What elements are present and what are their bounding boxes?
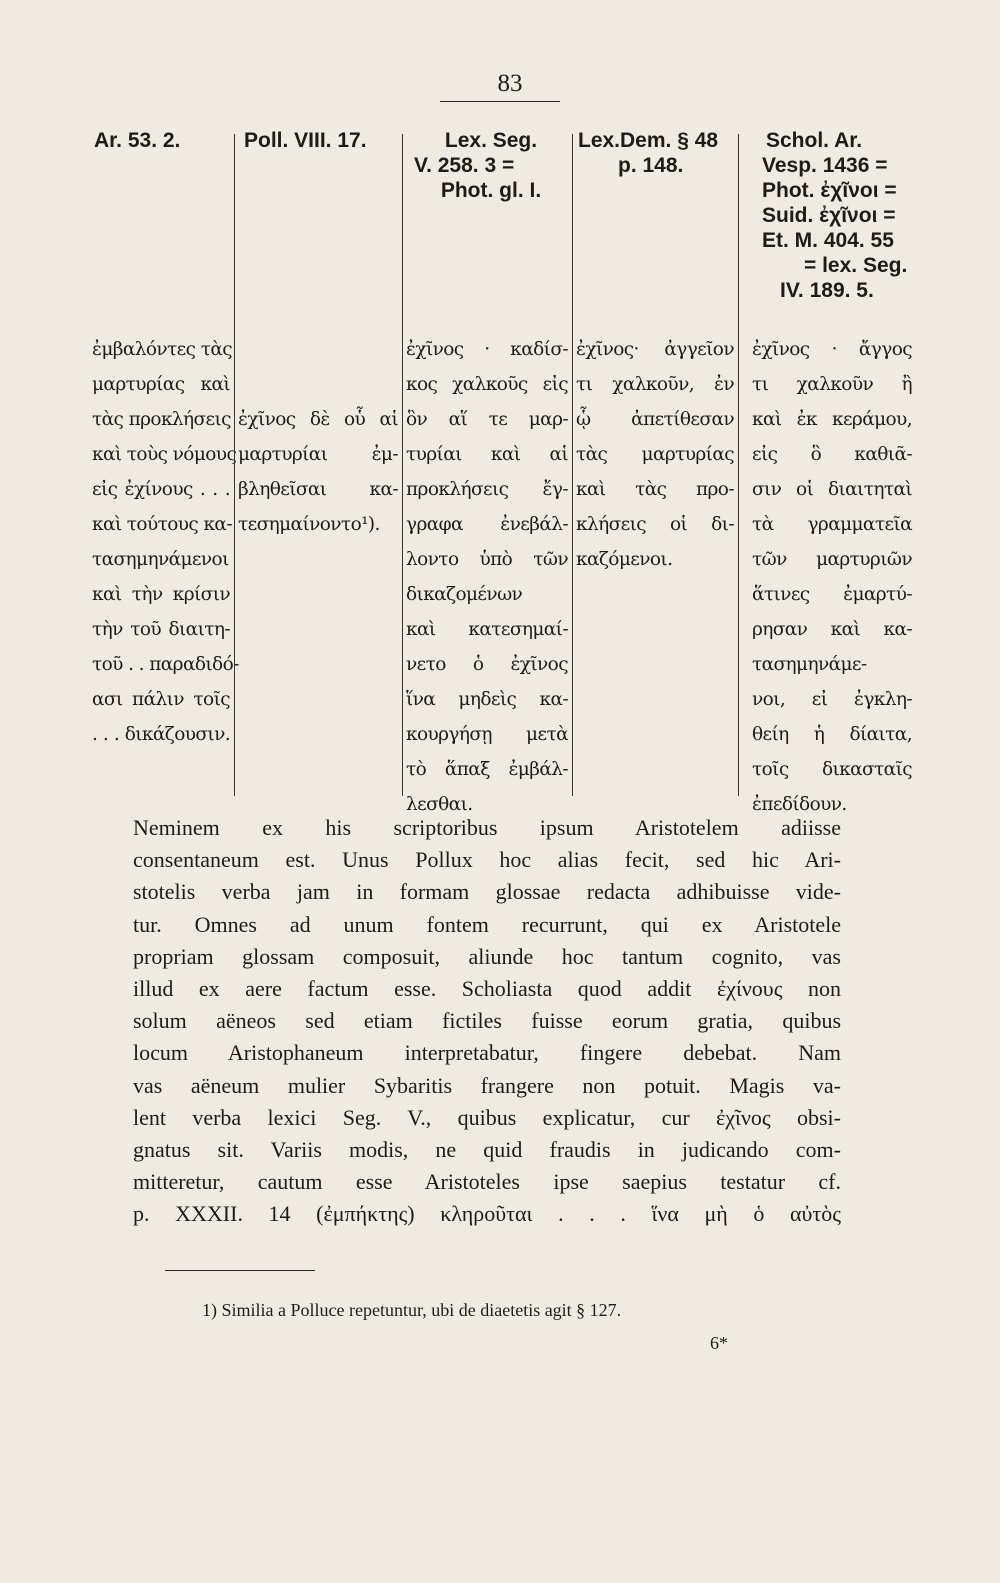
text-line: τοῦ . . παραδιδό-	[92, 654, 239, 675]
text-line: δικαζομένων	[406, 584, 523, 605]
body-line: consentaneum est. Unus Pollux hoc alias fecit, sed hic Ari-	[133, 847, 841, 873]
column-source	[92, 128, 230, 153]
text-line: μαρτυρίαι ἐμ-	[238, 444, 398, 465]
page-number: 83	[497, 70, 523, 97]
body-line: gnatus sit. Variis modis, ne quid fraudis in judicando com-	[133, 1137, 841, 1163]
source-line: Suid. ἐχῖνοι =	[762, 204, 896, 227]
text-line: καζόμενοι.	[576, 549, 673, 570]
column-text	[406, 332, 568, 822]
body-line: stotelis verba jam in formam glossae redacta adhibuisse vide-	[133, 879, 841, 905]
column-text	[752, 332, 912, 822]
column-pollux	[238, 128, 398, 794]
text-line: καὶ τοὺς νόμους	[92, 444, 237, 465]
text-line: καὶ τὴν κρίσιν	[92, 584, 230, 605]
source-line: Lex.Dem. § 48	[578, 129, 719, 152]
column-text	[238, 402, 398, 542]
text-line: τὸ ἅπαξ ἐμβάλ-	[406, 759, 568, 780]
text-line: . . . δικάζουσιν.	[92, 724, 230, 745]
column-source	[576, 128, 734, 178]
text-line: τὰς προκλήσεις	[92, 409, 231, 430]
text-line: προκλήσεις ἔγ-	[406, 479, 568, 500]
text-line: ἅτινες ἐμαρτύ-	[752, 584, 912, 605]
text-line: μαρτυρίας καὶ	[92, 374, 230, 395]
text-line: τὰς μαρτυρίας	[576, 444, 734, 465]
column-aristotle	[92, 128, 239, 794]
text-line: τῶν μαρτυριῶν	[752, 549, 912, 570]
text-line: τι χαλκοῦν ἢ	[752, 374, 912, 395]
text-line: τι χαλκοῦν, ἐν	[576, 374, 734, 395]
column-divider	[234, 134, 235, 796]
column-text	[576, 332, 734, 577]
source-line: Phot. ἐχῖνοι =	[762, 179, 897, 202]
source-line: = lex. Seg.	[804, 254, 908, 277]
text-line: τασημηνάμε-	[752, 654, 867, 675]
column-lex-seg	[406, 128, 568, 815]
footnote: 1) Similia a Polluce repetuntur, ubi de diaetetis agit § 127.	[202, 1300, 622, 1320]
text-line: τὰ γραμματεῖα	[752, 514, 912, 535]
column-source	[744, 128, 912, 303]
source-line: Ar. 53. 2.	[94, 129, 181, 152]
source-line: V. 258. 3 =	[414, 154, 515, 177]
body-line: tur. Omnes ad unum fontem recurrunt, qui ex Aristotele	[133, 911, 841, 937]
text-line: θείη ἡ δίαιτα,	[752, 724, 912, 745]
text-line: τοῖς δικασταῖς	[752, 759, 912, 780]
synopsis-table	[92, 128, 912, 815]
source-line: Lex. Seg.	[444, 129, 538, 152]
page-number-rule	[440, 101, 560, 102]
text-line: βληθεῖσαι κα-	[238, 479, 398, 500]
text-line: κουργήσῃ μετὰ	[406, 724, 568, 745]
text-line: ἐπεδίδουν.	[752, 794, 847, 815]
text-line: κλήσεις οἱ δι-	[576, 514, 734, 535]
text-line: ρησαν καὶ κα-	[752, 619, 912, 640]
text-line: ἵνα μηδεὶς κα-	[406, 689, 568, 710]
text-line: ἐχῖνος · καδίσ-	[406, 339, 568, 360]
text-line: λοντο ὑπὸ τῶν	[406, 549, 568, 570]
column-divider	[738, 134, 739, 796]
footnote-rule	[165, 1270, 315, 1271]
text-line: εἰς ἐχίνους . . .	[92, 479, 230, 500]
text-line: καὶ ἐκ κεράμου,	[752, 409, 912, 430]
body-line: p. XXXII. 14 (ἐμπήκτης) κληροῦται . . . ἵνα μὴ ὁ αὐτὸς	[133, 1201, 841, 1227]
text-line: λεσθαι.	[406, 794, 473, 815]
text-line: εἰς ὃ καθιᾶ-	[752, 444, 912, 465]
body-line: Neminem ex his scriptoribus ipsum Aristotelem adiisse	[133, 815, 841, 840]
text-line: ἐχῖνος δὲ οὗ αἱ	[238, 409, 398, 430]
text-line: ᾧ ἀπετίθεσαν	[576, 409, 734, 430]
text-line: κος χαλκοῦς εἰς	[406, 374, 568, 395]
text-line: ἐχῖνος· ἀγγεῖον	[576, 339, 734, 360]
body-line: vas aëneum mulier Sybaritis frangere non potuit. Magis va-	[133, 1072, 841, 1098]
column-scholia	[744, 128, 912, 815]
text-line: ασι πάλιν τοῖς	[92, 689, 230, 710]
text-line: ὃν αἵ τε μαρ-	[406, 409, 568, 430]
body-paragraph	[133, 812, 841, 1231]
column-divider	[572, 134, 573, 796]
source-line: Poll. VIII. 17.	[244, 129, 367, 152]
column-divider	[402, 134, 403, 796]
text-line: ἐχῖνος · ἄγγος	[752, 339, 912, 360]
source-line: Phot. gl. I.	[440, 179, 542, 202]
text-line: ἐμβαλόντες τὰς	[92, 339, 232, 360]
body-line: propriam glossam composuit, aliunde hoc tantum cognito, vas	[133, 943, 841, 969]
column-source	[406, 128, 568, 203]
source-line: p. 148.	[618, 154, 684, 177]
source-line: Et. M. 404. 55	[762, 229, 894, 252]
text-line: σιν οἱ διαιτηταὶ	[752, 479, 912, 500]
signature-mark: 6*	[710, 1333, 728, 1353]
column-text	[92, 332, 239, 752]
body-line: illud ex aere factum esse. Scholiasta quod addit ἐχίνους non	[133, 976, 841, 1002]
text-line: νετο ὁ ἐχῖνος	[406, 654, 568, 675]
column-source	[238, 128, 398, 153]
text-line: καὶ τὰς προ-	[576, 479, 734, 500]
text-line: τασημηνάμενοι	[92, 549, 229, 570]
text-line: τεσημαίνοντο¹).	[238, 514, 380, 535]
body-line: mitteretur, cautum esse Aristoteles ipse saepius testatur cf.	[133, 1169, 841, 1195]
source-line: IV. 189. 5.	[780, 279, 874, 302]
column-lex-dem	[576, 128, 734, 794]
text-line: νοι, εἰ ἐγκλη-	[752, 689, 912, 710]
body-line: lent verba lexici Seg. V., quibus explicatur, cur ἐχῖνος obsi-	[133, 1104, 841, 1130]
source-line: Schol. Ar.	[766, 129, 863, 152]
text-line: τὴν τοῦ διαιτη-	[92, 619, 230, 640]
text-line: τυρίαι καὶ αἱ	[406, 444, 568, 465]
text-line: καὶ κατεσημαί-	[406, 619, 568, 640]
source-line: Vesp. 1436 =	[762, 154, 888, 177]
body-line: locum Aristophaneum interpretabatur, fingere debebat. Nam	[133, 1040, 841, 1066]
body-line: solum aëneos sed etiam fictiles fuisse eorum gratia, quibus	[133, 1008, 841, 1034]
text-line: γραφα ἐνεβάλ-	[406, 514, 568, 535]
text-line: καὶ τούτους κα-	[92, 514, 232, 535]
